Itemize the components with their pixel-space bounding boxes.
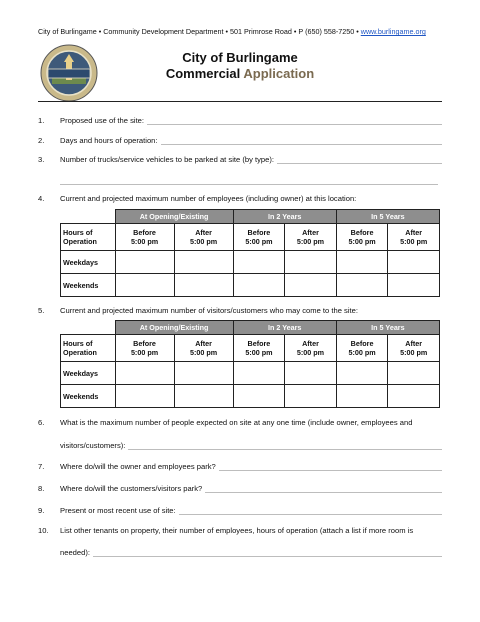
header-divider — [38, 101, 442, 102]
question-6-label-2: visitors/customers): — [60, 441, 126, 450]
table-cell[interactable] — [388, 385, 440, 408]
column-header-before: Before 5:00 pm — [115, 224, 174, 251]
hours-of-operation-header: Hours of Operation — [61, 335, 116, 362]
column-header-before: Before 5:00 pm — [233, 224, 285, 251]
group-header: In 5 Years — [336, 210, 439, 224]
table-cell[interactable] — [115, 385, 174, 408]
column-header-before: Before 5:00 pm — [336, 335, 388, 362]
table-cell[interactable] — [285, 251, 337, 274]
question-1-label: Proposed use of the site: — [60, 116, 145, 125]
table-cell[interactable] — [233, 362, 285, 385]
group-header: In 2 Years — [233, 210, 336, 224]
question-2-label: Days and hours of operation: — [60, 136, 158, 145]
page-title-application — [0, 66, 480, 81]
question-8-label: Where do/will the customers/visitors park? — [60, 484, 203, 493]
question-1-field[interactable] — [147, 116, 442, 125]
table-cell[interactable] — [285, 274, 337, 297]
question-7-field[interactable] — [219, 462, 442, 471]
question-2-field[interactable] — [161, 136, 442, 145]
question-9-field[interactable] — [179, 506, 442, 515]
table-cell[interactable] — [174, 362, 233, 385]
table-cell[interactable] — [233, 385, 285, 408]
website-link[interactable]: www.burlingame.org — [360, 27, 426, 36]
row-label-weekends: Weekends — [61, 385, 116, 408]
question-7-label: Where do/will the owner and employees park? — [60, 462, 216, 471]
question-5-label: Current and projected maximum number of visitors/customers who may come to the site: — [60, 306, 358, 315]
table-cell[interactable] — [174, 251, 233, 274]
column-header-after: After 5:00 pm — [285, 224, 337, 251]
table-cell[interactable] — [336, 385, 388, 408]
question-6-label: What is the maximum number of people expected on site at any one time (include owner, employees and — [60, 418, 413, 427]
page-title-city: City of Burlingame — [182, 50, 298, 65]
table-cell[interactable] — [336, 274, 388, 297]
table-cell[interactable] — [336, 362, 388, 385]
table-cell[interactable] — [285, 385, 337, 408]
title-commercial: Commercial — [165, 66, 241, 81]
hours-of-operation-header: Hours of Operation — [61, 224, 116, 251]
table-cell[interactable] — [285, 362, 337, 385]
employees-table — [60, 209, 440, 297]
group-header: In 5 Years — [336, 321, 439, 335]
table-cell[interactable] — [336, 251, 388, 274]
question-6-field[interactable] — [128, 441, 442, 450]
column-header-after: After 5:00 pm — [388, 335, 440, 362]
table-cell[interactable] — [174, 385, 233, 408]
column-header-before: Before 5:00 pm — [233, 335, 285, 362]
header-contact-text: City of Burlingame • Community Development Department • 501 Primrose Road • P (650) 558-7250 • — [38, 27, 359, 36]
table-cell[interactable] — [388, 251, 440, 274]
group-header: At Opening/Existing — [115, 321, 233, 335]
table-cell[interactable] — [388, 274, 440, 297]
column-header-after: After 5:00 pm — [174, 224, 233, 251]
column-header-after: After 5:00 pm — [388, 224, 440, 251]
question-3-field[interactable] — [277, 155, 442, 164]
question-10-field[interactable] — [93, 548, 442, 557]
question-10-label-2: needed): — [60, 548, 90, 557]
column-header-after: After 5:00 pm — [174, 335, 233, 362]
row-label-weekdays: Weekdays — [61, 362, 116, 385]
group-header: At Opening/Existing — [115, 210, 233, 224]
question-4-label: Current and projected maximum number of employees (including owner) at this location: — [60, 194, 357, 203]
question-3-extra-line[interactable] — [60, 184, 438, 185]
question-9-label: Present or most recent use of site: — [60, 506, 176, 515]
table-cell[interactable] — [115, 274, 174, 297]
table-cell[interactable] — [115, 251, 174, 274]
column-header-after: After 5:00 pm — [285, 335, 337, 362]
column-header-before: Before 5:00 pm — [115, 335, 174, 362]
table-cell[interactable] — [233, 274, 285, 297]
group-header: In 2 Years — [233, 321, 336, 335]
table-cell[interactable] — [233, 251, 285, 274]
table-cell[interactable] — [174, 274, 233, 297]
question-3-label: Number of trucks/service vehicles to be parked at site (by type): — [60, 155, 274, 164]
question-8-field[interactable] — [205, 484, 442, 493]
title-application: Application — [243, 66, 315, 81]
table-cell[interactable] — [388, 362, 440, 385]
header-contact-line — [38, 27, 426, 36]
visitors-table — [60, 320, 440, 408]
row-label-weekdays: Weekdays — [61, 251, 116, 274]
table-cell[interactable] — [115, 362, 174, 385]
row-label-weekends: Weekends — [61, 274, 116, 297]
column-header-before: Before 5:00 pm — [336, 224, 388, 251]
question-10-label: List other tenants on property, their number of employees, hours of operation (attach a list if more room is — [60, 526, 414, 535]
